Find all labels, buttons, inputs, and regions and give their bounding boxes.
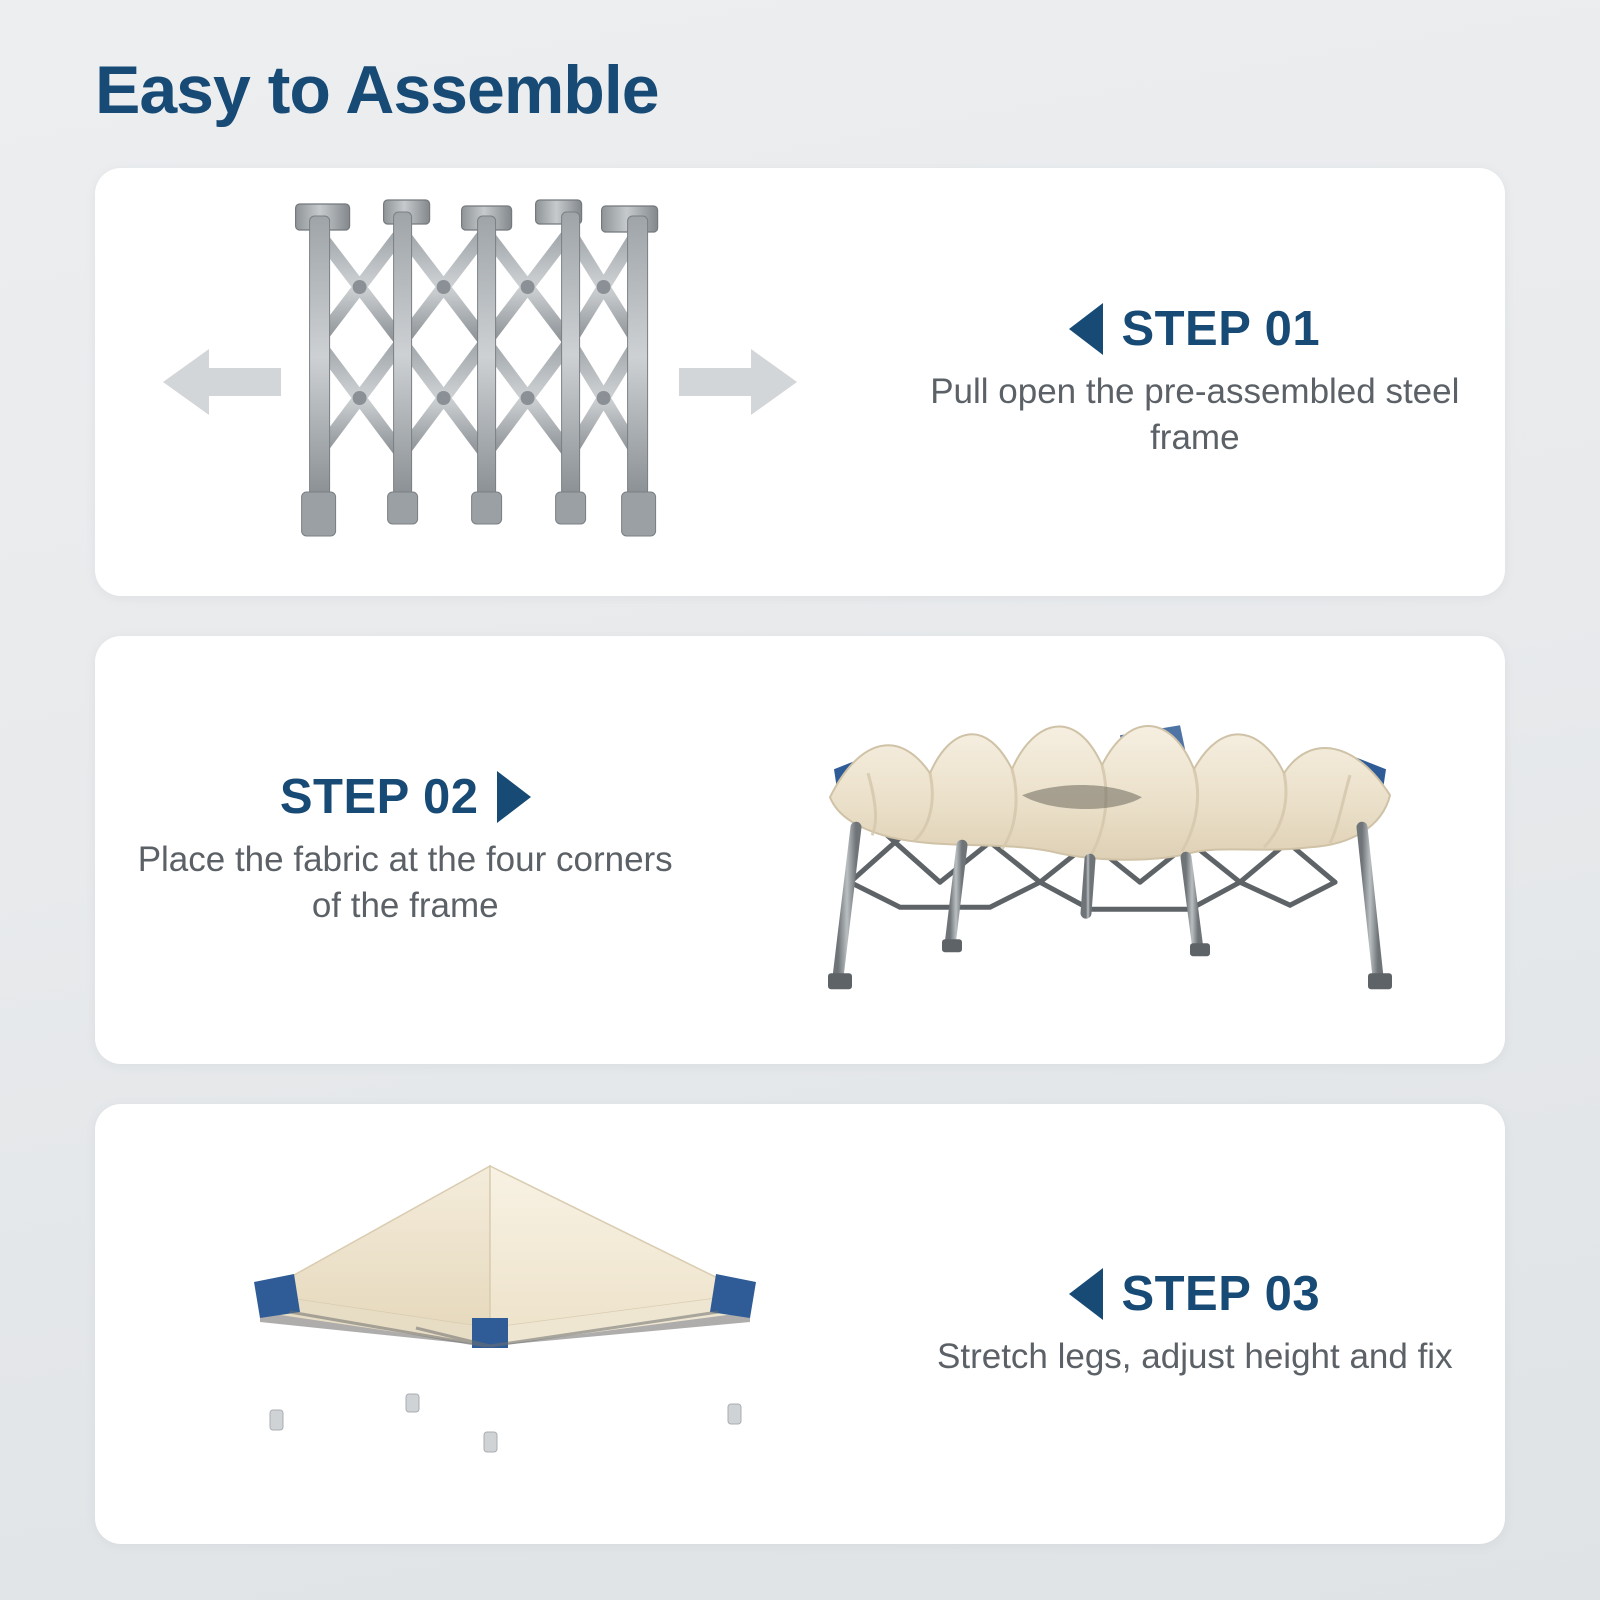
triangle-left-icon [1069, 303, 1103, 355]
step-02-heading [280, 771, 531, 823]
step-03-label: STEP 03 [1121, 1266, 1321, 1321]
step-03-illustration [95, 1104, 885, 1544]
expand-arrow-left-icon [163, 343, 281, 421]
step-01-description: Pull open the pre-assembled steel frame [930, 372, 1460, 458]
step-card-01 [95, 168, 1505, 596]
canopy-fabric-on-frame-art [790, 678, 1430, 1038]
step-03-description: Stretch legs, adjust height and fix [937, 1337, 1453, 1377]
step-01-text [885, 168, 1505, 596]
triangle-left-icon [1069, 1268, 1103, 1320]
step-card-03 [95, 1104, 1505, 1544]
step-card-02 [95, 636, 1505, 1064]
step-02-label: STEP 02 [279, 769, 479, 824]
step-02-description: Place the fabric at the four corners of the frame [137, 840, 673, 926]
step-02-illustration [715, 636, 1505, 1064]
step-02-text [95, 636, 715, 1064]
step-03-heading [1069, 1268, 1320, 1320]
assembled-canopy-art [190, 1132, 790, 1532]
folded-steel-frame-art [271, 192, 691, 572]
expand-arrow-right-icon [679, 343, 797, 421]
step-01-illustration [95, 168, 885, 596]
step-03-text [885, 1104, 1505, 1544]
step-01-heading [1069, 303, 1320, 355]
triangle-right-icon [497, 771, 531, 823]
page-title: Easy to Assemble [95, 52, 659, 128]
step-01-label: STEP 01 [1121, 301, 1321, 356]
